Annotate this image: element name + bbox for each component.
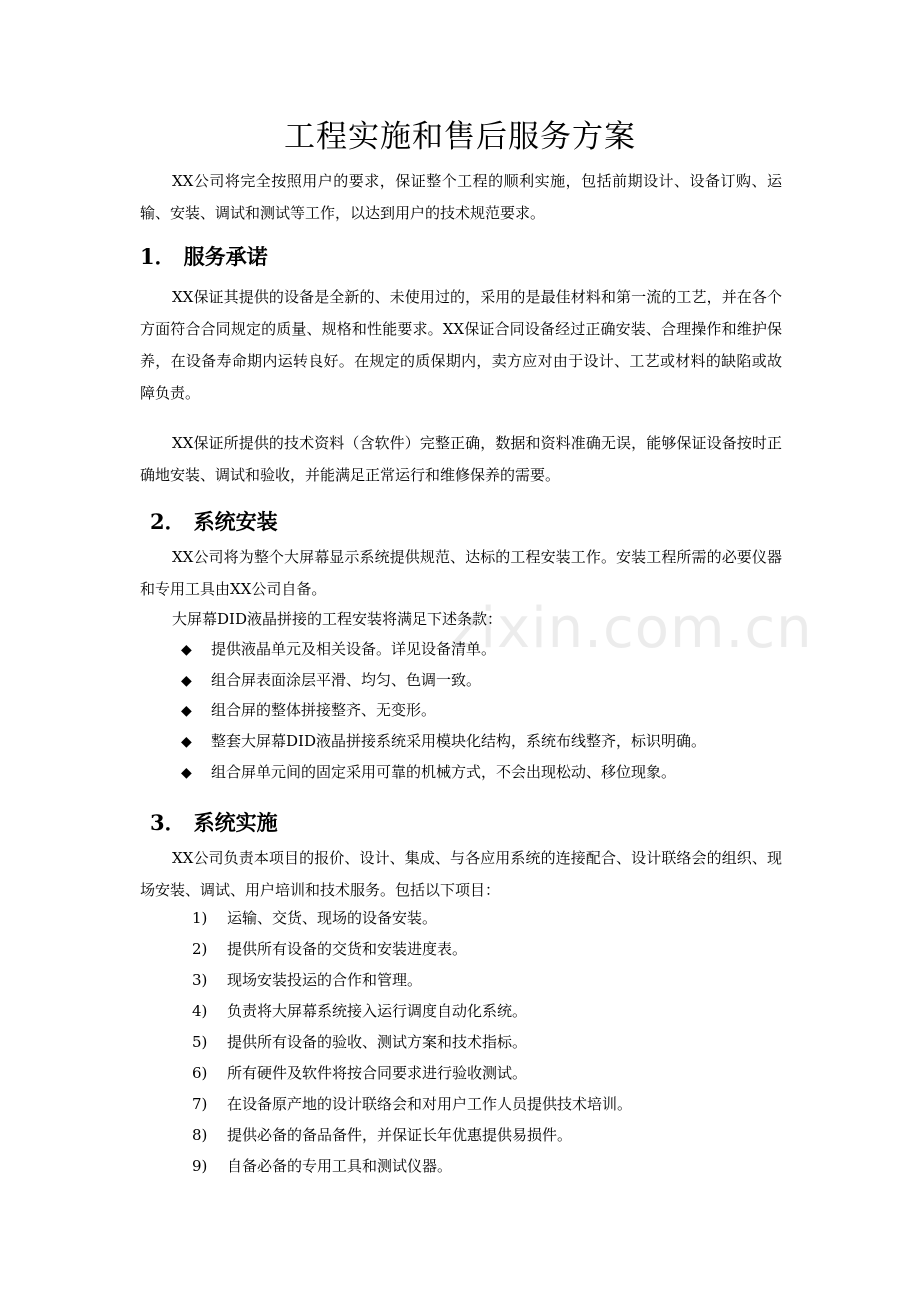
section-1-paragraph-2: XX保证所提供的技术资料（含软件）完整正确，数据和资料准确无误，能够保证设备按时正确地安装、调试和验收，并能满足正常运行和维修保养的需要。 — [140, 434, 782, 484]
list-item-text: 提供液晶单元及相关设备。详见设备清单。 — [211, 640, 497, 658]
list-item — [192, 1027, 632, 1058]
list-item-text: 提供必备的备品备件，并保证长年优惠提供易损件。 — [227, 1126, 573, 1144]
list-item-number: 5) — [192, 1033, 208, 1051]
diamond-bullet-icon: ◆ — [181, 672, 192, 689]
diamond-bullet-icon: ◆ — [181, 734, 192, 751]
list-item-text: 组合屏表面涂层平滑、均匀、色调一致。 — [211, 670, 482, 689]
list-item — [192, 1120, 632, 1151]
section-3-heading — [150, 803, 278, 843]
list-item-text: 组合屏的整体拼接整齐、无变形。 — [211, 701, 437, 720]
list-item — [192, 934, 632, 965]
list-item-number: 4) — [192, 1002, 208, 1020]
list-item-number: 2) — [192, 940, 208, 958]
list-item — [192, 1058, 632, 1089]
list-item-text: 在设备原产地的设计联络会和对用户工作人员提供技术培训。 — [227, 1095, 633, 1113]
section-2-title: 系统安装 — [193, 509, 278, 534]
list-item-text: 提供所有设备的验收、测试方案和技术指标。 — [227, 1033, 528, 1051]
section-1-title: 服务承诺 — [183, 244, 268, 269]
section-2-number: 2． — [150, 509, 186, 534]
list-item — [181, 726, 706, 757]
list-item-text: 所有硬件及软件将按合同要求进行验收测试。 — [227, 1064, 528, 1082]
list-item-text: 提供所有设备的交货和安装进度表。 — [227, 940, 468, 958]
list-item-text: 组合屏单元间的固定采用可靠的机械方式，不会出现松动、移位现象。 — [211, 762, 677, 781]
list-item-text: 负责将大屏幕系统接入运行调度自动化系统。 — [227, 1002, 528, 1020]
section-2-heading — [150, 502, 278, 542]
diamond-bullet-icon: ◆ — [181, 764, 192, 781]
section-2-bullet-list — [181, 634, 706, 787]
section-3-numbered-list — [192, 903, 632, 1182]
watermark: zixin.com.cn — [450, 596, 813, 661]
list-item-number: 3) — [192, 971, 208, 989]
intro-paragraph: XX公司将完全按照用户的要求，保证整个工程的顺利实施，包括前期设计、设备订购、运输、安装、调试和测试等工作，以达到用户的技术规范要求。 — [140, 172, 782, 222]
list-item-text: 运输、交货、现场的设备安装。 — [227, 909, 438, 927]
section-1-number: 1． — [140, 244, 176, 269]
list-item-number: 9) — [192, 1157, 208, 1175]
list-item — [181, 695, 706, 726]
list-item-text: 自备必备的专用工具和测试仪器。 — [227, 1157, 453, 1175]
section-2-paragraph-1: XX公司将为整个大屏幕显示系统提供规范、达标的工程安装工作。安装工程所需的必要仪器和专用工具由XX公司自备。 — [140, 548, 782, 598]
list-item — [181, 757, 706, 788]
section-3-paragraph-1: XX公司负责本项目的报价、设计、集成、与各应用系统的连接配合、设计联络会的组织、现场安装、调试、用户培训和技术服务。包括以下项目： — [140, 849, 782, 899]
section-2-paragraph-2: 大屏幕DID液晶拼接的工程安装将满足下述条款： — [172, 610, 502, 628]
list-item — [192, 996, 632, 1027]
diamond-bullet-icon: ◆ — [181, 642, 192, 658]
list-item — [181, 665, 706, 696]
list-item — [181, 634, 706, 665]
list-item — [192, 965, 632, 996]
section-1-paragraph-1: XX保证其提供的设备是全新的、未使用过的，采用的是最佳材料和第一流的工艺，并在各个方面符合合同规定的质量、规格和性能要求。XX保证合同设备经过正确安装、合理操作和维护保养，在设备寿命期内运转良好。在规定的质保期内，卖方应对由于设计、工艺或材料的缺陷或故障负责。 — [140, 288, 782, 402]
list-item-number: 8) — [192, 1126, 208, 1144]
list-item — [192, 903, 632, 934]
section-1-heading — [140, 237, 268, 277]
list-item — [192, 1151, 632, 1182]
list-item-text: 整套大屏幕DID液晶拼接系统采用模块化结构，系统布线整齐，标识明确。 — [211, 732, 706, 751]
list-item-number: 7) — [192, 1095, 208, 1113]
diamond-bullet-icon: ◆ — [181, 703, 192, 720]
list-item — [192, 1089, 632, 1120]
list-item-number: 6) — [192, 1064, 208, 1082]
document-title: 工程实施和售后服务方案 — [284, 119, 636, 155]
list-item-number: 1) — [192, 909, 208, 927]
section-3-number: 3． — [150, 810, 186, 835]
section-3-title: 系统实施 — [193, 810, 278, 835]
list-item-text: 现场安装投运的合作和管理。 — [227, 971, 423, 989]
